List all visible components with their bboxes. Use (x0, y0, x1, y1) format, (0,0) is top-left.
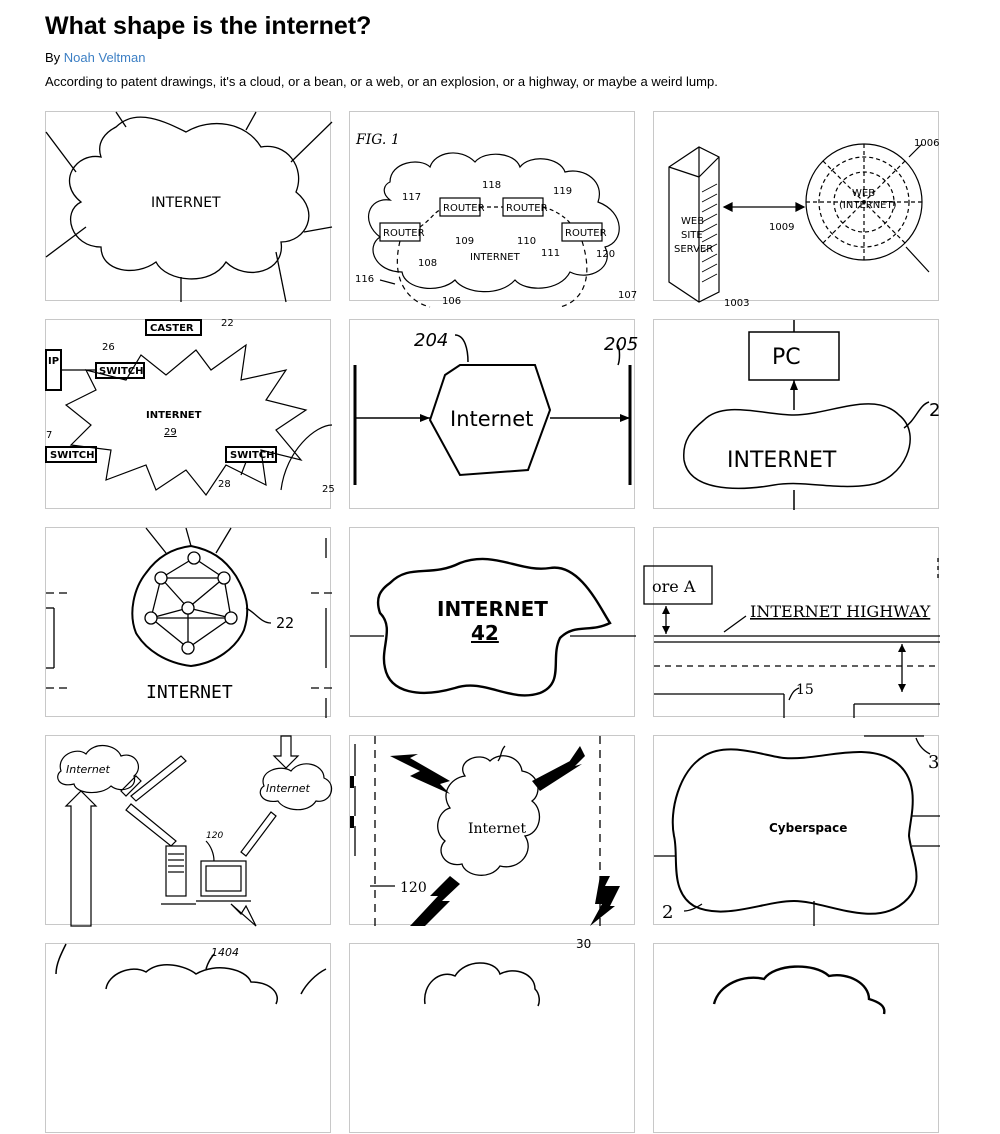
drawing-cloud (45, 111, 331, 301)
ref-number: 28 (218, 479, 231, 490)
cloud-label: Internet (66, 763, 110, 776)
drawing-router-cloud (349, 111, 638, 307)
pc-bean-svg (654, 320, 940, 510)
drawing-cloud-30 (349, 937, 635, 1133)
cloud-30-svg (350, 937, 636, 1134)
ref-number: 7 (46, 430, 53, 441)
ref-number: 1009 (769, 222, 795, 233)
drawing-cyberspace (653, 735, 939, 925)
byline-prefix: By (45, 50, 61, 65)
drawing-hexagon (349, 319, 639, 509)
drawing-highway (653, 527, 939, 717)
ref-number: 30 (576, 937, 592, 951)
ref-number: 110 (517, 236, 537, 247)
ref-number: 106 (442, 296, 462, 307)
ref-number: 111 (541, 248, 561, 259)
ref-number: 25 (322, 484, 335, 495)
author-link[interactable]: Noah Veltman (63, 50, 146, 65)
ref-number: 26 (102, 342, 115, 353)
server-label: SITE (681, 230, 703, 241)
ref-number: 1003 (724, 298, 750, 309)
ref-number: 120 (206, 831, 224, 841)
drawing-cloud-partial (653, 943, 939, 1133)
router-label: ROUTER (443, 203, 485, 214)
ref-number: 1006 (914, 138, 940, 149)
internet-label: Internet (450, 407, 534, 431)
lightning-cloud-svg (350, 736, 636, 926)
cyberspace-svg (654, 736, 940, 926)
ref-number: 22 (221, 318, 234, 329)
internet-label: INTERNET (146, 410, 202, 421)
router-cloud-svg (350, 112, 638, 307)
router-label: ROUTER (565, 228, 607, 239)
patent-drawing-grid (45, 111, 945, 1000)
ref-number: 204 (414, 330, 449, 351)
ref-number: 1404 (211, 946, 239, 959)
drawing-mesh-network (45, 527, 331, 717)
internet-label: INTERNET (470, 252, 520, 263)
ip-label: IP (48, 356, 60, 367)
drawing-web-server (653, 111, 940, 309)
ref-number: 42 (471, 621, 499, 645)
mesh-network-svg (46, 528, 332, 718)
cloud-1404-svg (46, 944, 332, 1134)
ref-number: 119 (553, 186, 573, 197)
ref-number: 107 (618, 290, 638, 301)
drawing-explosion (45, 318, 335, 509)
byline (45, 50, 145, 65)
web-server-svg (654, 112, 940, 309)
store-label: ore A (652, 577, 696, 596)
caster-label: CASTER (150, 323, 194, 334)
internet-label: INTERNET (437, 597, 548, 621)
ref-number: 109 (455, 236, 475, 247)
cyberspace-label: Cyberspace (769, 821, 848, 835)
ref-number: 205 (604, 334, 639, 355)
internet-label: INTERNET (151, 195, 221, 211)
article-dek: According to patent drawings, it's a cloud, or a bean, or a web, or an explosion, or a highway, or maybe a weird lump. (45, 74, 718, 89)
ref-number: 108 (418, 258, 438, 269)
drawing-weird-lump (349, 527, 635, 717)
ref-number: 118 (482, 180, 502, 191)
ref-number: 15 (796, 682, 814, 698)
internet-label: INTERNET (727, 448, 837, 473)
internet-label: INTERNET (146, 682, 233, 703)
internet-label: Internet (468, 821, 527, 837)
server-label: WEB (681, 216, 705, 227)
drawing-lightning-cloud (349, 735, 635, 925)
hexagon-svg (350, 320, 639, 510)
figure-label: FIG. 1 (356, 132, 400, 148)
weird-lump-svg (350, 528, 636, 718)
router-label: ROUTER (506, 203, 548, 214)
ref-number: 2 (662, 902, 674, 923)
cloud-partial-svg (654, 944, 940, 1134)
router-label: ROUTER (383, 228, 425, 239)
switch-label: SWITCH (99, 366, 144, 377)
cloud-drawing-svg (46, 112, 332, 302)
highway-svg (654, 528, 940, 718)
pc-label: PC (772, 345, 801, 370)
web-label: WEB (852, 188, 876, 199)
ref-number: 120 (400, 880, 427, 896)
ref-number: 3 (928, 752, 940, 773)
highway-label: INTERNET HIGHWAY (750, 602, 931, 621)
ref-number: 22 (276, 614, 295, 632)
clouds-arrows-svg (46, 736, 332, 926)
ref-number: 2 (929, 400, 941, 421)
drawing-clouds-arrows (45, 735, 331, 925)
ref-number: 29 (164, 427, 177, 438)
explosion-svg (46, 318, 335, 510)
drawing-cloud-1404 (45, 943, 331, 1133)
ref-number: 120 (596, 249, 616, 260)
server-label: SERVER (674, 244, 714, 255)
switch-label: SWITCH (230, 450, 275, 461)
drawing-pc-bean (653, 319, 939, 509)
cloud-label: Internet (266, 782, 310, 795)
web-label: (INTERNET) (839, 200, 897, 211)
ref-number: 116 (355, 274, 375, 285)
page-title: What shape is the internet? (45, 12, 372, 40)
ref-number: 117 (402, 192, 422, 203)
switch-label: SWITCH (50, 450, 95, 461)
